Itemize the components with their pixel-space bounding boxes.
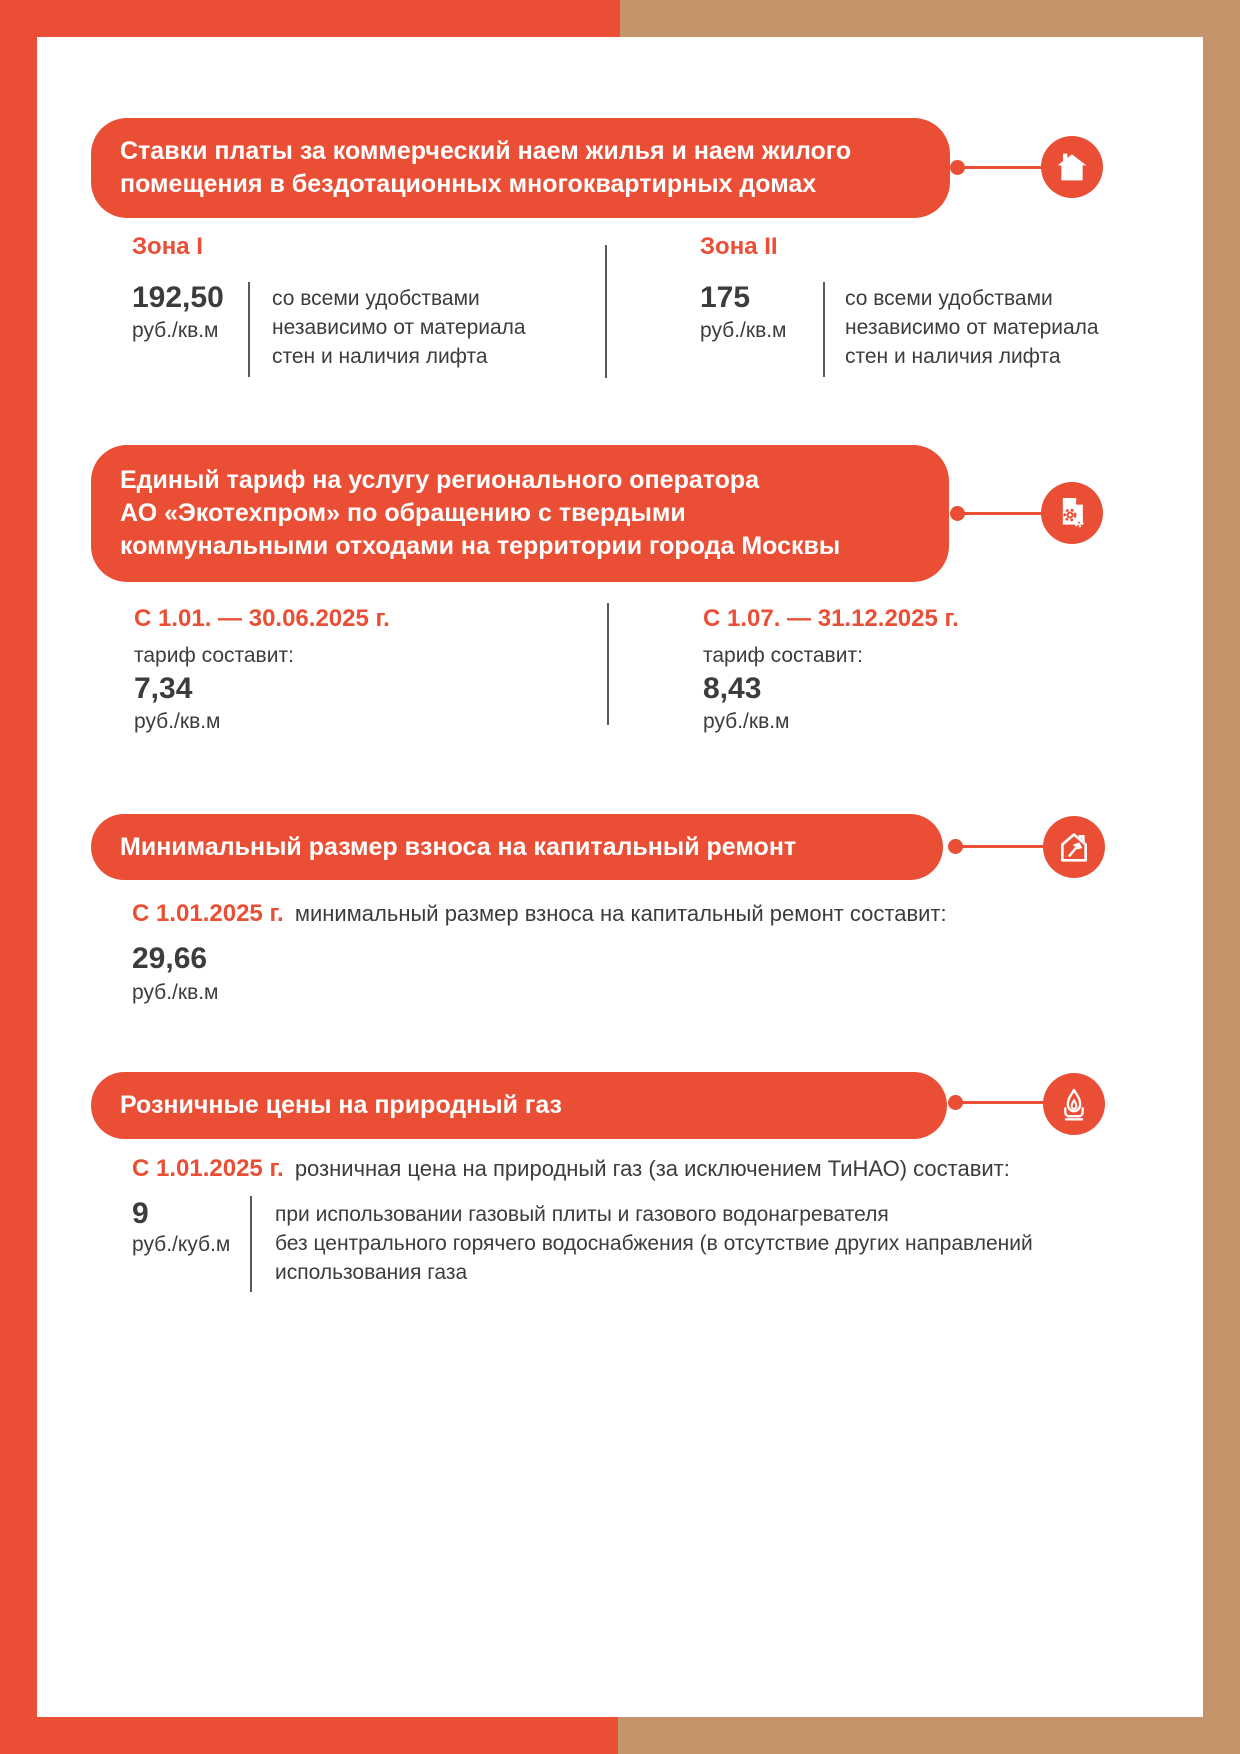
zone2-value-divider	[823, 282, 825, 377]
flame-icon	[1043, 1073, 1105, 1135]
section-repair-banner	[91, 814, 943, 880]
gas-desc-line2: без центрального горячего водоснабжения (в отсутствие других направлений	[275, 1232, 1033, 1255]
frame-left-red	[0, 0, 37, 1754]
zone1-unit: руб./кв.м	[132, 319, 219, 342]
gas-desc-line1: при использовании газовый плиты и газового водонагревателя	[275, 1203, 889, 1226]
waste-period1-sub: тариф составит:	[134, 644, 294, 667]
waste-period2-value: 8,43	[703, 672, 762, 705]
zone1-label: Зона I	[132, 233, 203, 260]
zone2-unit: руб./кв.м	[700, 319, 787, 342]
waste-connector-line	[957, 512, 1047, 515]
section-waste-title-line2: АО «Экотехпром» по обращению с твердыми	[120, 499, 686, 527]
zone1-desc-line1: со всеми удобствами	[272, 287, 480, 310]
repair-intro	[132, 900, 947, 928]
rent-connector-line	[957, 166, 1047, 169]
section-gas-banner	[91, 1072, 947, 1139]
frame-bottom-tan	[618, 1717, 1240, 1754]
gas-value: 9	[132, 1197, 149, 1230]
zone1-value-divider	[248, 282, 250, 377]
zone2-value: 175	[700, 281, 751, 314]
waste-period1-label: С 1.01. — 30.06.2025 г.	[134, 605, 390, 632]
house-icon	[1041, 136, 1103, 198]
repair-connector-line	[955, 845, 1047, 848]
house-hammer-icon	[1043, 816, 1105, 878]
zone2-desc-line3: стен и наличия лифта	[845, 345, 1061, 368]
gas-intro-date: С 1.01.2025 г.	[132, 1155, 284, 1182]
waste-period2-sub: тариф составит:	[703, 644, 863, 667]
section-repair-title: Минимальный размер взноса на капитальный ремонт	[120, 832, 797, 861]
zone2-desc-line2: независимо от материала	[845, 316, 1099, 339]
gas-intro	[132, 1155, 1010, 1183]
repair-intro-date: С 1.01.2025 г.	[132, 900, 284, 927]
section-rent-title-line1: Ставки платы за коммерческий наем жилья и наем жилого	[120, 137, 852, 165]
waste-period1-unit: руб./кв.м	[134, 710, 221, 733]
frame-right-tan	[1203, 0, 1240, 1754]
zone1-desc-line2: независимо от материала	[272, 316, 526, 339]
frame-top-tan	[620, 0, 1240, 37]
zone-divider	[605, 245, 607, 378]
gas-intro-text: розничная цена на природный газ (за исключением ТиНАО) составит:	[288, 1156, 1010, 1181]
zone1-desc-line3: стен и наличия лифта	[272, 345, 488, 368]
document-gears-icon	[1041, 482, 1103, 544]
gas-value-divider	[250, 1196, 252, 1292]
frame-bottom-red	[0, 1717, 618, 1754]
waste-period1-value: 7,34	[134, 672, 193, 705]
repair-value: 29,66	[132, 942, 208, 975]
frame-top-red	[0, 0, 620, 37]
gas-description	[275, 1200, 1033, 1287]
gas-unit: руб./куб.м	[132, 1233, 231, 1256]
section-rent-banner	[91, 118, 950, 218]
section-waste-title-line1: Единый тариф на услугу регионального оператора	[120, 466, 760, 494]
waste-period-divider	[607, 603, 609, 725]
gas-desc-line3: использования газа	[275, 1261, 468, 1284]
section-waste-title-line3: коммунальными отходами на территории города Москвы	[120, 532, 841, 560]
zone2-desc-line1: со всеми удобствами	[845, 287, 1053, 310]
zone1-value: 192,50	[132, 281, 224, 314]
section-rent-title-line2: помещения в бездотационных многоквартирных домах	[120, 170, 817, 198]
gas-connector-line	[955, 1101, 1047, 1104]
zone2-description	[845, 284, 1099, 371]
zone2-label: Зона II	[700, 233, 778, 260]
waste-period2-unit: руб./кв.м	[703, 710, 790, 733]
repair-intro-text: минимальный размер взноса на капитальный ремонт составит:	[288, 901, 947, 926]
zone1-description	[272, 284, 526, 371]
section-waste-banner	[91, 445, 949, 582]
section-gas-title: Розничные цены на природный газ	[120, 1091, 562, 1119]
waste-period2-label: С 1.07. — 31.12.2025 г.	[703, 605, 959, 632]
repair-unit: руб./кв.м	[132, 981, 219, 1004]
